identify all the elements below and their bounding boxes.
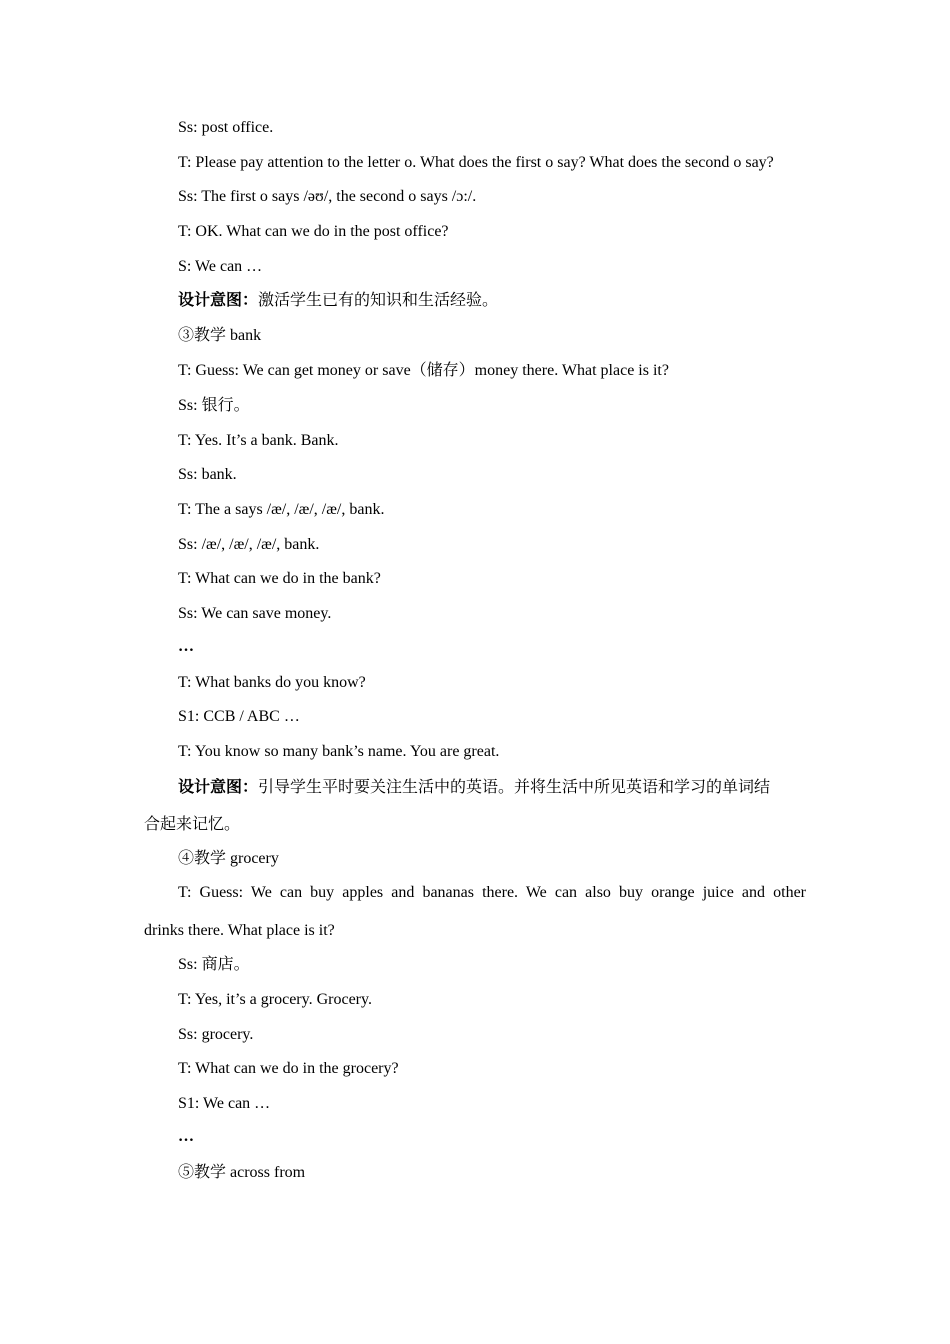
line-text: S1: We can … [178,1095,271,1112]
dialogue-line [178,396,806,416]
line-text: Ss: post office. [178,119,274,136]
line-text: T: OK. What can we do in the post office? [178,223,449,240]
dialogue-line [178,883,806,903]
dialogue-line [178,742,806,762]
line-text: T: What can we do in the grocery? [178,1060,399,1077]
line-text: Ss: grocery. [178,1026,254,1043]
section-heading [178,326,806,346]
dialogue-line [178,361,806,381]
line-text: T: You know so many bank’s name. You are great. [178,743,500,760]
ellipsis: … [178,638,194,655]
design-intent-line [178,291,806,311]
section-heading [178,1163,806,1183]
dialogue-line [178,604,806,624]
line-text: T: Yes, it’s a grocery. Grocery. [178,991,372,1008]
line-text: S: We can … [178,258,263,275]
dialogue-continuation [144,921,806,941]
section-heading [178,849,806,869]
dialogue-line [178,1059,806,1079]
section-heading-text: ⑤教学 across from [178,1164,306,1181]
line-text: T: The a says /æ/, /æ/, /æ/, bank. [178,501,385,518]
line-text: T: Guess: We can buy apples and bananas there. We can also buy orange juice and other [178,884,806,901]
dialogue-line [178,707,806,727]
dialogue-line [178,222,806,242]
section-heading-text: ④教学 grocery [178,850,279,867]
dialogue-line [178,1094,806,1114]
dialogue-line [178,257,806,277]
design-intent-text: 合起来记忆。 [144,816,241,833]
line-text: T: Please pay attention to the letter o. What does the first o say? What does the second o say? [178,154,774,171]
dialogue-line [178,431,806,451]
dialogue-line [178,535,806,555]
line-text: Ss: 银行。 [178,397,250,414]
line-text: drinks there. What place is it? [144,922,335,939]
line-text: S1: CCB / ABC … [178,708,300,725]
line-text: Ss: /æ/, /æ/, /æ/, bank. [178,536,320,553]
dialogue-line [178,569,806,589]
design-intent-line [178,778,806,798]
design-intent-continuation [144,815,806,835]
line-text: Ss: 商店。 [178,956,250,973]
dialogue-line [178,990,806,1010]
line-text: T: Guess: We can get money or save（储存）money there. What place is it? [178,362,669,379]
dialogue-line [178,500,806,520]
line-text: Ss: bank. [178,466,237,483]
ellipsis-line [178,1127,806,1147]
line-text: T: Yes. It’s a bank. Bank. [178,432,339,449]
design-intent-label: 设计意图： [178,292,259,309]
ellipsis: … [178,1128,194,1145]
dialogue-line [178,673,806,693]
section-heading-text: ③教学 bank [178,327,262,344]
design-intent-label: 设计意图： [178,779,259,796]
dialogue-line [178,955,806,975]
dialogue-line [178,465,806,485]
dialogue-line [178,1025,806,1045]
line-text: Ss: We can save money. [178,605,332,622]
design-intent-text: 激活学生已有的知识和生活经验。 [258,292,499,309]
line-text: Ss: The first o says /əʊ/, the second o says /ɔ:/. [178,188,477,205]
line-text: T: What banks do you know? [178,674,366,691]
dialogue-line [178,118,806,138]
design-intent-text: 引导学生平时要关注生活中的英语。并将生活中所见英语和学习的单词结 [258,779,771,796]
ellipsis-line [178,637,806,657]
line-text: T: What can we do in the bank? [178,570,381,587]
dialogue-line [178,153,806,173]
dialogue-line [178,187,806,207]
